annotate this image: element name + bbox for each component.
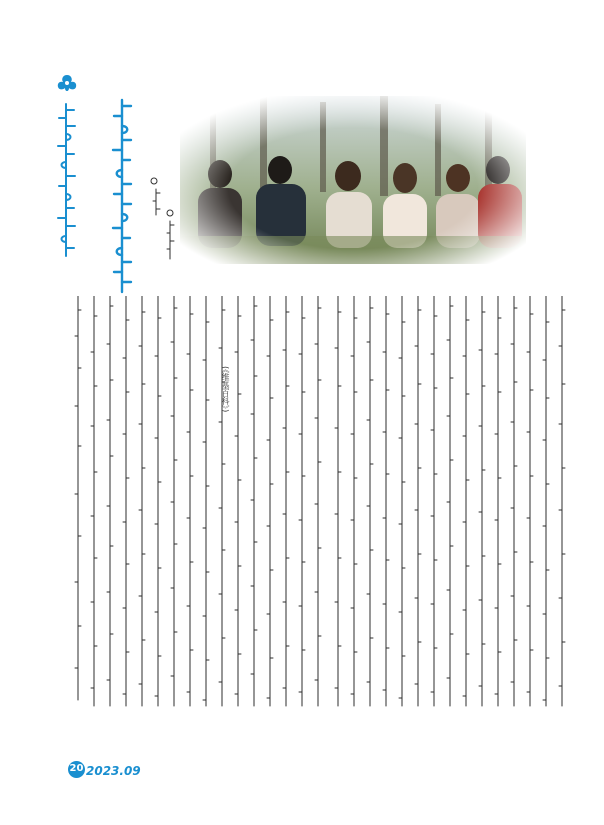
- body-column-right: [334, 296, 570, 716]
- cjk-citation: (《维基百科》): [221, 366, 230, 413]
- article-title: [104, 96, 140, 296]
- section-title: [44, 100, 88, 260]
- body-column-left: [74, 296, 324, 716]
- author-byline: [148, 175, 178, 265]
- page-number: 20: [69, 763, 84, 774]
- issue-label: 2023.09: [86, 764, 141, 778]
- group-photo-icon: [180, 96, 526, 264]
- mongolian-ornament-icon: [56, 74, 78, 92]
